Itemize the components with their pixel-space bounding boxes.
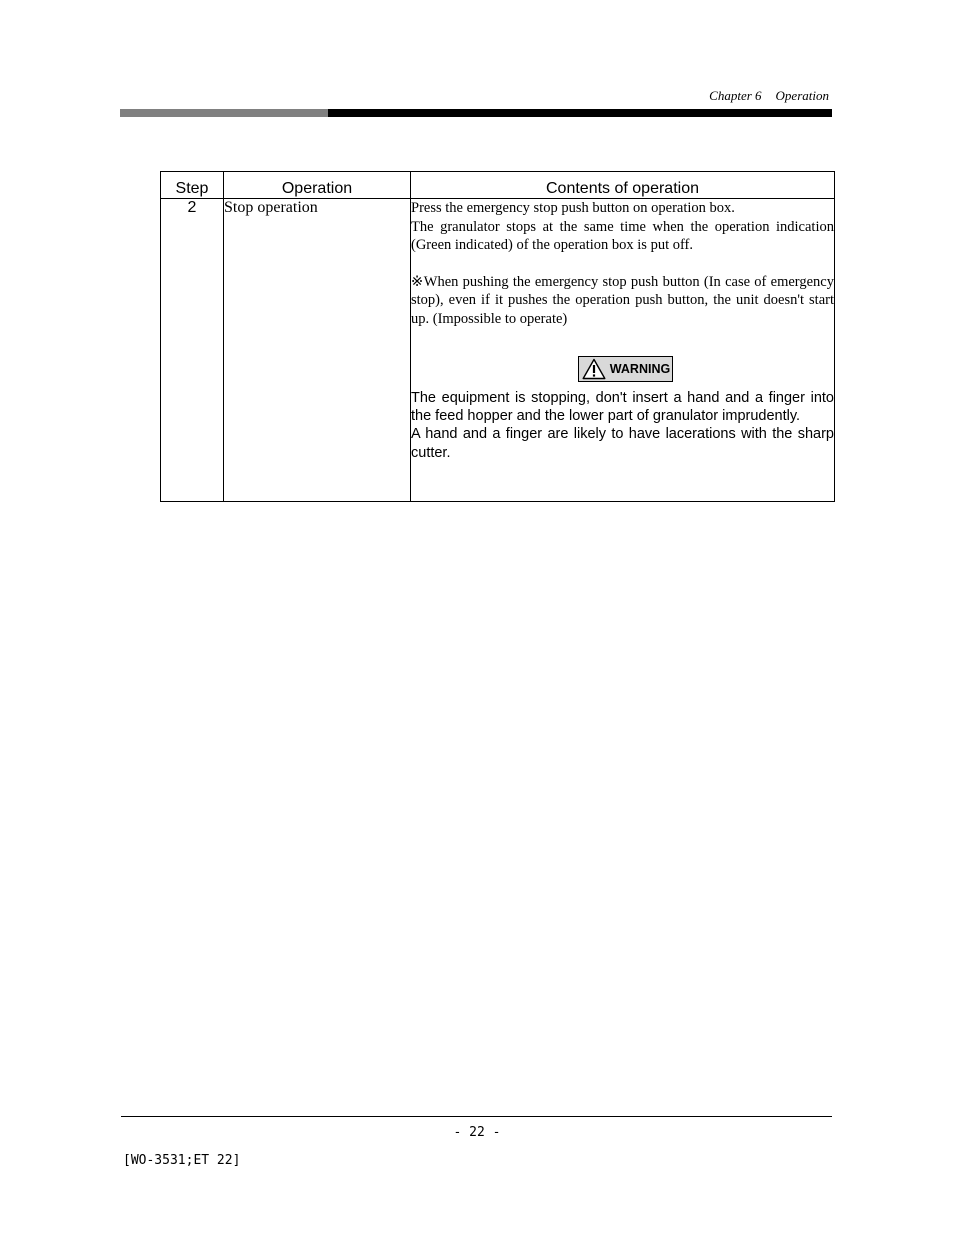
- page-number: - 22 -: [453, 1125, 501, 1140]
- warning-triangle-icon: [582, 358, 606, 380]
- section-label: Operation: [775, 88, 829, 103]
- warning-label: WARNING: [609, 362, 671, 376]
- table-header-row: [161, 172, 835, 199]
- header-operation: Operation: [224, 172, 411, 199]
- header-contents: Contents of operation: [411, 172, 835, 199]
- footer-rule: [121, 1116, 832, 1117]
- document-code: [WO-3531;ET 22]: [123, 1153, 241, 1168]
- instruction-line-2: The granulator stops at the same time when the operation indication (Green indicated) of the operation box is put off.: [411, 218, 834, 253]
- step-number: 2: [161, 199, 224, 502]
- chapter-label: Chapter 6: [709, 88, 762, 103]
- instruction-line-1: Press the emergency stop push button on operation box.: [411, 200, 735, 216]
- warning-wrapper: [411, 356, 834, 385]
- operation-name: Stop operation: [224, 199, 411, 502]
- warning-text-2: A hand and a finger are likely to have lacerations with the sharp cutter.: [411, 426, 834, 461]
- operation-table: [160, 171, 835, 502]
- header-step: Step: [161, 172, 224, 199]
- header-bar-black: [328, 109, 832, 117]
- running-header: [709, 88, 829, 104]
- warning-text-1: The equipment is stopping, don't insert a hand and a finger into the feed hopper and the lower part of granulator imprudently.: [411, 390, 834, 425]
- contents-cell: [411, 199, 835, 502]
- emergency-note: ※When pushing the emergency stop push button (In case of emergency stop), even if it pushes the operation push button, the unit doesn't start up. (Impossible to operate): [411, 273, 834, 327]
- warning-badge: [578, 356, 673, 382]
- table-row: [161, 199, 835, 502]
- header-bar-gray: [120, 109, 328, 117]
